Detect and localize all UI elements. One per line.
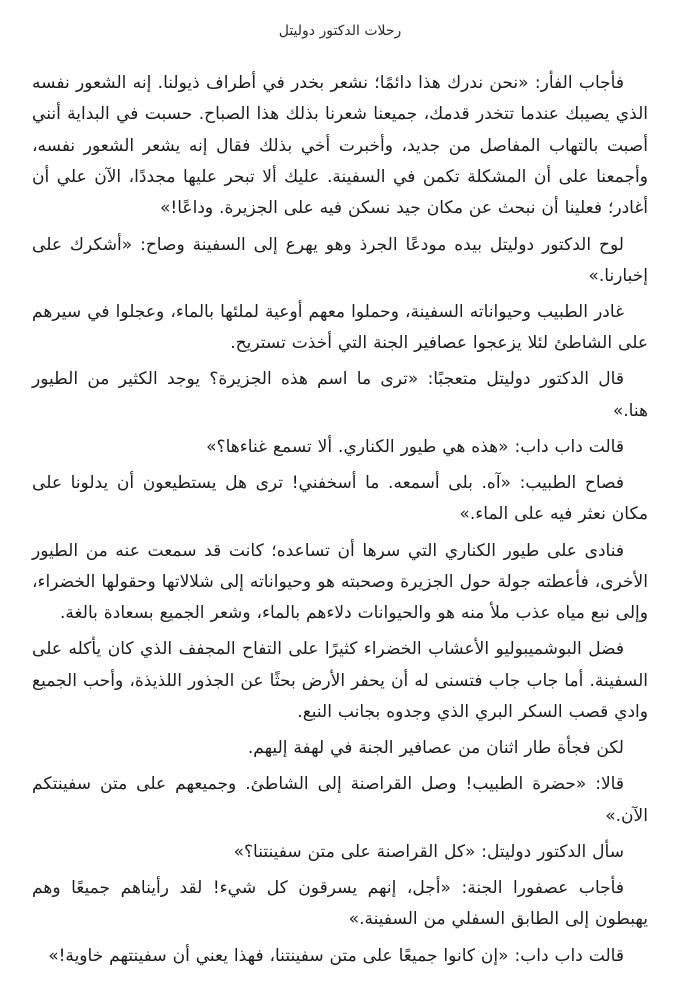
paragraph: فصاح الطبيب: «آه. بلى أسمعه. ما أسخفني! ترى هل يستطيعون أن يدلونا على مكان نعثر فيه على الماء.» bbox=[32, 473, 648, 525]
paragraph: قالت داب داب: «إن كانوا جميعًا على متن سفينتنا، فهذا يعني أن سفينتهم خاوية!» bbox=[48, 945, 624, 966]
paragraph: لوح الدكتور دوليتل بيده مودعًا الجرذ وهو يهرع إلى السفينة وصاح: «أشكرك على إخبارنا.» bbox=[32, 234, 648, 286]
paragraph: سأل الدكتور دوليتل: «كل القراصنة على متن سفينتنا؟» bbox=[233, 841, 624, 862]
running-title: رحلات الدكتور دوليتل bbox=[278, 23, 402, 39]
paragraph: فأجاب عصفورا الجنة: «أجل، إنهم يسرقون كل شيء! لقد رأيناهم جميعًا وهم يهبطون إلى الطابق السفلي من السفينة.» bbox=[32, 878, 648, 930]
paragraph: فنادى على طيور الكناري التي سرها أن تساعده؛ كانت قد سمعت عنه من الطيور الأخرى، فأعطته جولة حول الجزيرة وصحبته هو وحيواناته إلى شلالاتها وحقولها الخضراء، وإلى نبع مياه عذب ملأ منه هو والحيوانات دلاءهم بالماء، وشعر الجميع بسعادة بالغة. bbox=[32, 540, 648, 624]
paragraph: فأجاب الفأر: «نحن ندرك هذا دائمًا؛ نشعر بخدر في أطراف ذيولنا. إنه الشعور نفسه الذي يصيبك عندما تتخدر قدمك، جميعنا شعرنا بذلك هذا الصباح. حسبت في البداية أنني أصبت بالتهاب المفاصل من جديد، وأخبرت أخي بذلك فقال إنه يشعر الشعور نفسه، وأجمعنا على أن المشكلة تكمن في السفينة. عليك ألا تبحر عليها مجددًا، الآن علي أن أغادر؛ فعلينا أن نبحث عن مكان جيد نسكن فيه على الجزيرة. وداعًا!» bbox=[32, 73, 648, 219]
paragraph: قال الدكتور دوليتل متعجبًا: «ترى ما اسم هذه الجزيرة؟ يوجد الكثير من الطيور هنا.» bbox=[32, 369, 648, 421]
paragraph: قالا: «حضرة الطبيب! وصل القراصنة إلى الشاطئ. وجميعهم على متن سفينتكم الآن.» bbox=[32, 774, 648, 826]
paragraph: غادر الطبيب وحيواناته السفينة، وحملوا معهم أوعية لملئها بالماء، وعجلوا في سيرهم على الشاطئ لئلا يزعجوا عصافير الجنة التي أخذت تستريح. bbox=[32, 302, 648, 354]
paragraph: قالت داب داب: «هذه هي طيور الكناري. ألا تسمع غناءها؟» bbox=[206, 436, 624, 457]
paragraph: فضل البوشميبوليو الأعشاب الخضراء كثيرًا على التفاح المجفف الذي كان يأكله على السفينة. أما جاب جاب فتسنى له أن يحفر الأرض بحثًا عن الجذور اللذيذة، وأحب الجميع وادي قصب السكر البري الذي وجدوه بجانب النبع. bbox=[32, 639, 648, 723]
paragraph: لكن فجأة طار اثنان من عصافير الجنة في لهفة إليهم. bbox=[247, 738, 624, 759]
body-text bbox=[32, 68, 648, 977]
